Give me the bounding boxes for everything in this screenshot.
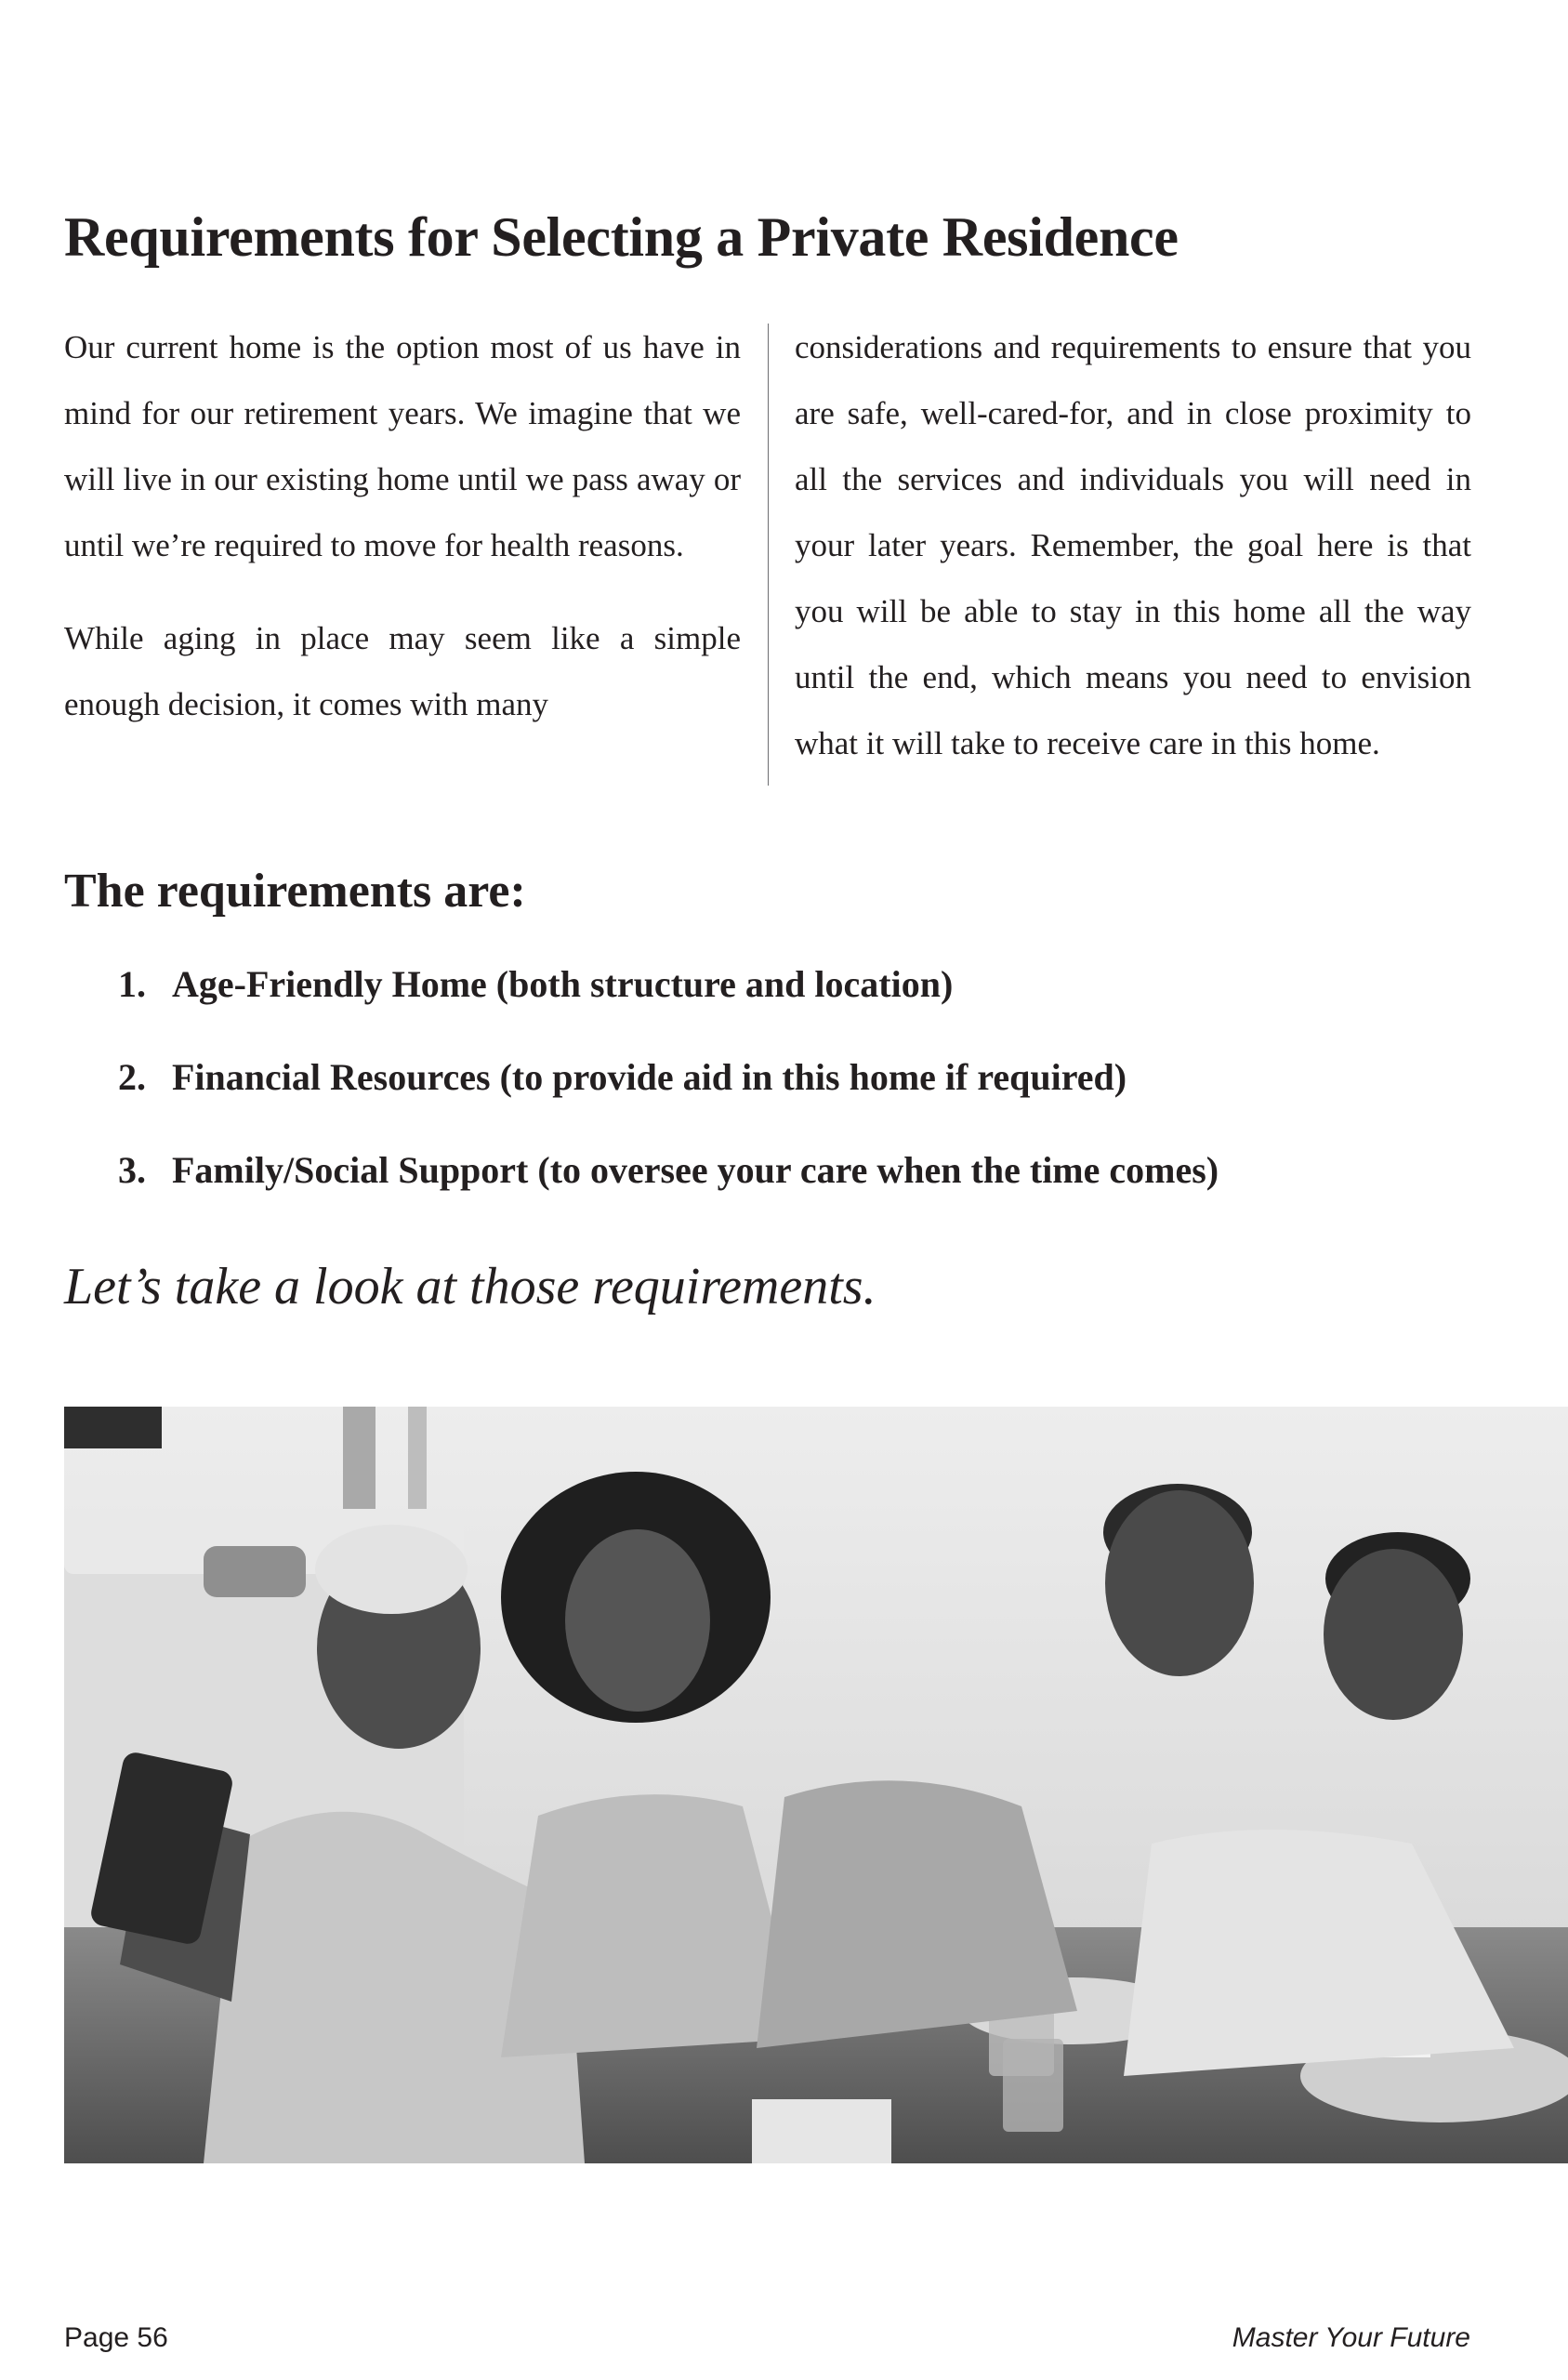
intro-column-right (795, 314, 1471, 776)
page-number: Page 56 (64, 2322, 168, 2353)
closing-line: Let’s take a look at those requirements. (64, 1258, 876, 1316)
page-title: Requirements for Selecting a Private Residence (64, 206, 1179, 268)
intro-column-left (64, 314, 741, 737)
requirement-item (118, 961, 1219, 1008)
requirement-item (118, 1147, 1219, 1194)
requirement-text: Family/Social Support (to oversee your care when the time comes) (172, 1149, 1219, 1191)
requirements-heading: The requirements are: (64, 865, 526, 918)
intro-paragraph-2: While aging in place may seem like a simple enough decision, it comes with many (64, 620, 741, 722)
requirement-item (118, 1054, 1219, 1101)
requirement-text: Financial Resources (to provide aid in this home if required) (172, 1056, 1127, 1098)
running-footer-title: Master Your Future (1232, 2322, 1470, 2353)
requirement-text: Age-Friendly Home (both structure and location) (172, 963, 954, 1005)
requirement-number: 3. (118, 1149, 146, 1191)
intro-paragraph-continued: considerations and requirements to ensure that you are safe, well-cared-for, and in close proximity to all the services and individuals you will need in your later years. Remember, the goal here is that you will be able to stay in this home all the way until the end, which means you need to envision what it will take to receive care in this home. (795, 329, 1471, 761)
column-divider (768, 324, 769, 786)
requirement-number: 2. (118, 1056, 146, 1098)
requirements-list (118, 961, 1219, 1240)
requirement-number: 1. (118, 963, 146, 1005)
family-selfie-photo (64, 1407, 1568, 2163)
intro-paragraph-1: Our current home is the option most of us have in mind for our retirement years. We imagine that we will live in our existing home until we pass away or until we’re required to move for health reasons. (64, 329, 741, 563)
